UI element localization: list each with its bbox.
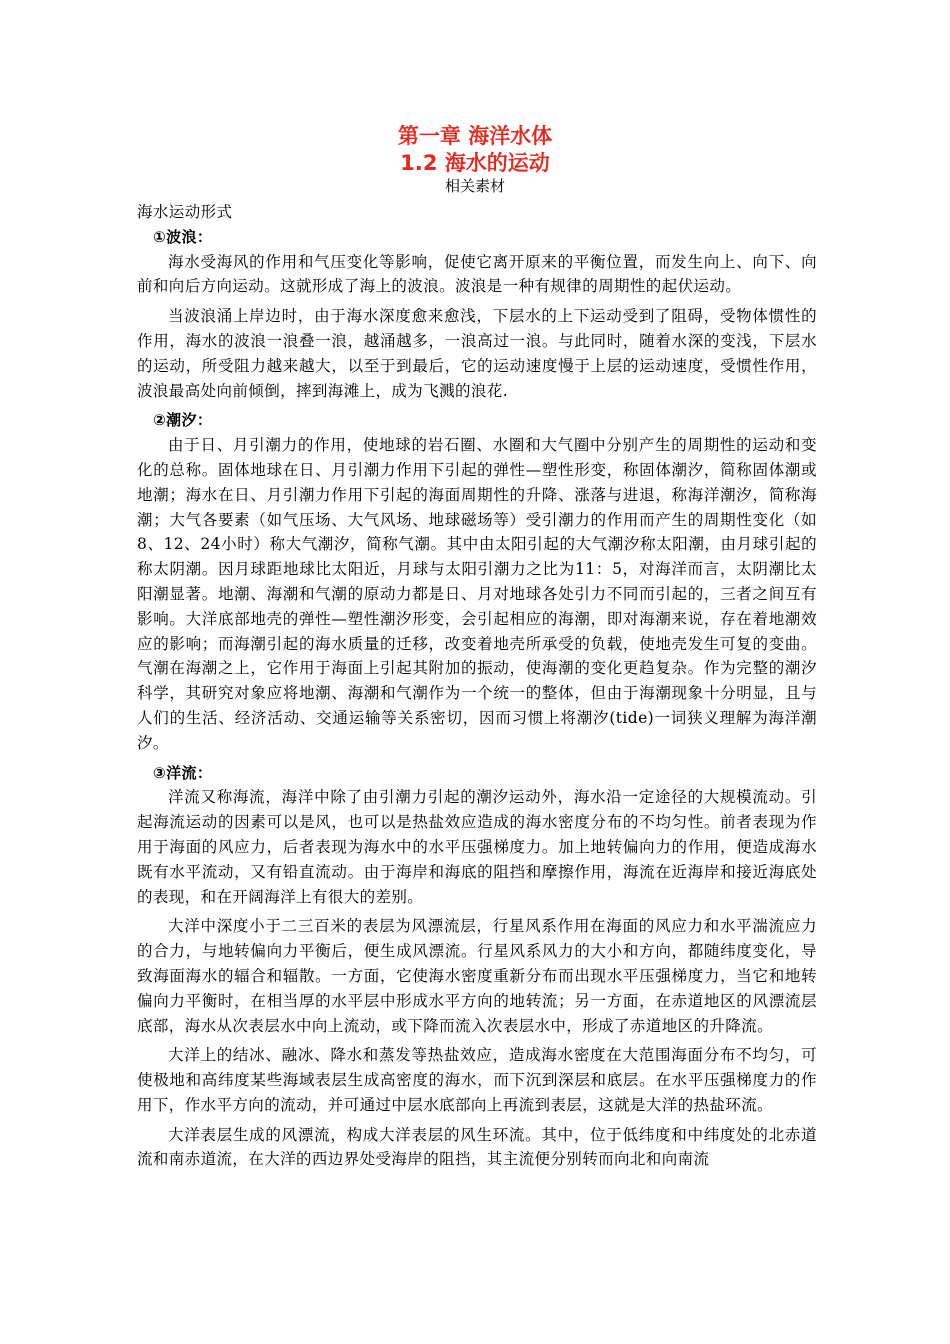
- subtitle: 相关素材: [444, 177, 505, 195]
- section-label: 海水运动形式: [137, 203, 233, 221]
- tides-heading: ②潮汐：: [153, 411, 213, 430]
- currents-heading: ③洋流：: [153, 763, 213, 782]
- section-title: 1.2 海水的运动: [400, 151, 550, 175]
- chapter-title: 第一章 海洋水体: [397, 124, 553, 148]
- tides-paragraph-1: 由于日、月引潮力的作用，使地球的岩石圈、水圈和大气圈中分别产生的周期性的运动和变化的总称。固体地球在日、月引潮力作用下引起的弹性—塑性形变，称固体潮汐，简称固体潮或地潮；海水在日、月引潮力作用下引起的海面周期性的升降、涨落与进退，称海洋潮汐，简称海潮；大气各要素（如气压场、大气风场、地球磁场等）受引潮力的作用而产生的周期性变化（如8、12、24小时）称大气潮汐，简称气潮。其中由太阳引起的大气潮汐称太阳潮，由月球引起的称太阴潮。因月球距地球比太阳近，月球与太阳引潮力之比为11：5，对海洋而言，太阴潮比太阳潮显著。地潮、海潮和气潮的原动力都是日、月对地球各处引力不同而引起的，三者之间互有影响。大洋底部地壳的弹性—塑性潮汐形变，会引起相应的海潮，即对海潮来说，存在着地潮效应的影响；而海潮引起的海水质量的迁移，改变着地壳所承受的负载，使地壳发生可复的变曲。气潮在海潮之上，它作用于海面上引起其附加的振动，使海潮的变化更趋复杂。作为完整的潮汐科学，其研究对象应将地潮、海潮和气潮作为一个统一的整体，但由于海潮现象十分明显，且与人们的生活、经济活动、交通运输等关系密切，因而习惯上将潮汐(tide)一词狭义理解为海洋潮汐。: [137, 436, 817, 752]
- waves-paragraph-2: 当波浪涌上岸边时，由于海水深度愈来愈浅，下层水的上下运动受到了阻碍，受物体惯性的作用，海水的波浪一浪叠一浪，越涌越多，一浪高过一浪。与此同时，随着水深的变浅，下层水的运动，所受阻力越来越大，以至于到最后，它的运动速度慢于上层的运动速度，受惯性作用，波浪最高处向前倾倒，摔到海滩上，成为飞溅的浪花.: [137, 307, 817, 400]
- currents-paragraph-3: 大洋上的结冰、融冰、降水和蒸发等热盐效应，造成海水密度在大范围海面分布不均匀，可使极地和高纬度某些海域表层生成高密度的海水，而下沉到深层和底层。在水平压强梯度力的作用下，作水平方向的流动，并可通过中层水底部向上再流到表层，这就是大洋的热盐环流。: [137, 1046, 817, 1114]
- waves-paragraph-1: 海水受海风的作用和气压变化等影响，促使它离开原来的平衡位置，而发生向上、向下、向前和向后方向运动。这就形成了海上的波浪。波浪是一种有规律的周期性的起伏运动。: [137, 252, 817, 296]
- currents-paragraph-1: 洋流又称海流，海洋中除了由引潮力引起的潮汐运动外，海水沿一定途径的大规模流动。引起海流运动的因素可以是风，也可以是热盐效应造成的海水密度分布的不均匀性。前者表现为作用于海面的风应力，后者表现为海水中的水平压强梯度力。加上地转偏向力的作用，便造成海水既有水平流动，又有铅直流动。由于海岸和海底的阻挡和摩擦作用，海流在近海岸和接近海底处的表现，和在开阔海洋上有很大的差别。: [137, 788, 817, 906]
- waves-heading: ①波浪：: [153, 227, 213, 246]
- currents-paragraph-2: 大洋中深度小于二三百米的表层为风漂流层，行星风系作用在海面的风应力和水平湍流应力的合力，与地转偏向力平衡后，便生成风漂流。行星风系风力的大小和方向，都随纬度变化，导致海面海水的辐合和辐散。一方面，它使海水密度重新分布而出现水平压强梯度力，当它和地转偏向力平衡时，在相当厚的水平层中形成水平方向的地转流；另一方面，在赤道地区的风漂流层底部，海水从次表层水中向上流动，或下降而流入次表层水中，形成了赤道地区的升降流。: [137, 917, 817, 1035]
- document-body: [137, 200, 817, 1177]
- currents-paragraph-4: 大洋表层生成的风漂流，构成大洋表层的风生环流。其中，位于低纬度和中纬度处的北赤道流和南赤道流，在大洋的西边界处受海岸的阻挡，其主流便分别转而向北和向南流: [137, 1125, 817, 1169]
